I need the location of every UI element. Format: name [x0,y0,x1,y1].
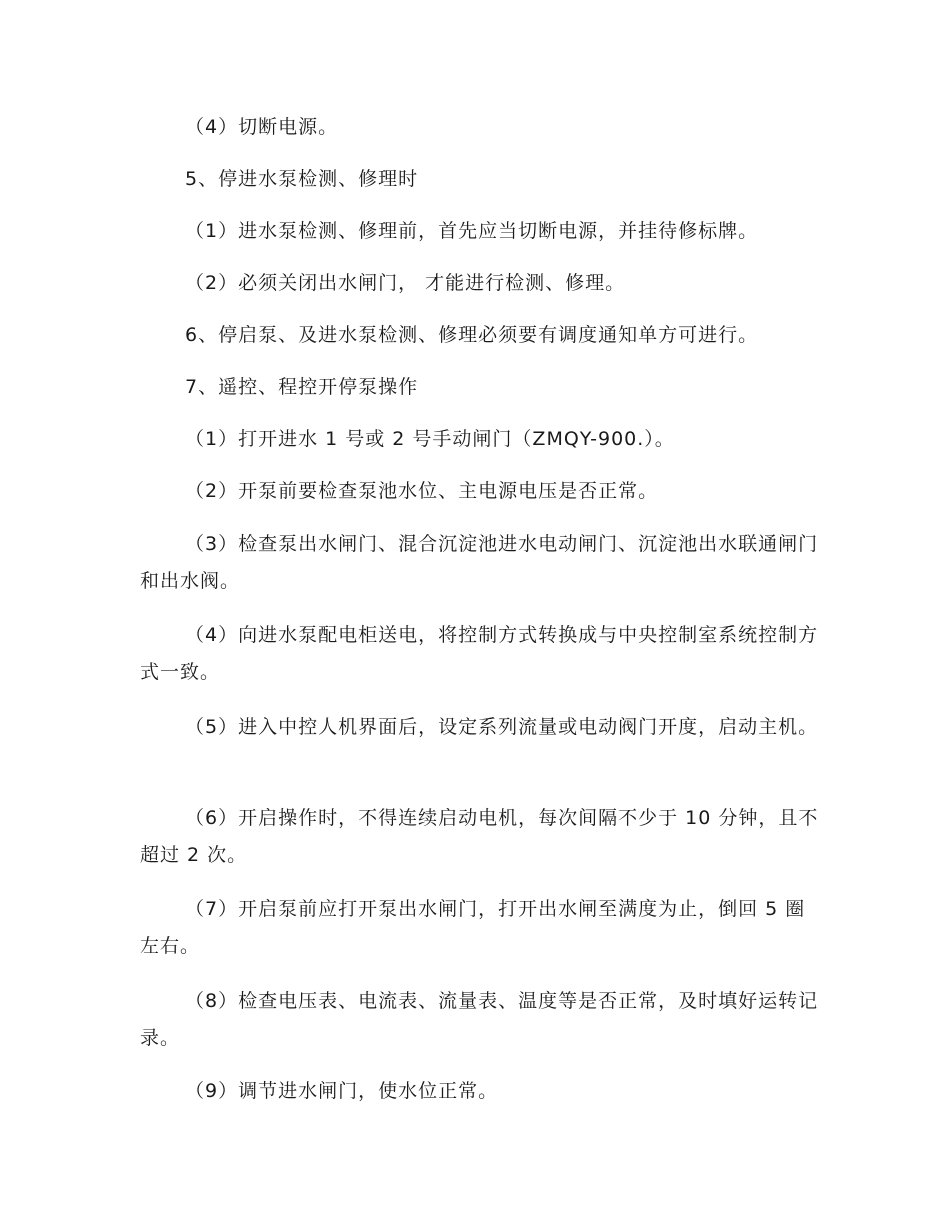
section-heading: 7、遥控、程控开停泵操作 [185,376,419,398]
paragraph: （2）必须关闭出水闸门， 才能进行检测、修理。 [185,272,626,294]
paragraph: （1）进水泵检测、修理前，首先应当切断电源，并挂待修标牌。 [185,220,759,242]
paragraph: （4）切断电源。 [185,116,339,138]
section-heading: 5、停进水泵检测、修理时 [185,168,419,190]
paragraph: （5）进入中控人机界面后，设定系列流量或电动阀门开度，启动主机。 [185,716,819,738]
paragraph: （9）调节进水闸门，使水位正常。 [185,1080,499,1102]
paragraph: （1）打开进水 1 号或 2 号手动闸门（ZMQY-900.）。 [185,428,675,450]
paragraph: （3）检查泵出水闸门、混合沉淀池进水电动闸门、沉淀池出水联通闸门和出水阀。 [140,533,819,592]
paragraph: （2）开泵前要检查泵池水位、主电源电压是否正常。 [185,480,659,502]
section-heading: 6、停启泵、及进水泵检测、修理必须要有调度通知单方可进行。 [185,324,759,346]
paragraph: （8）检查电压表、电流表、流量表、温度等是否正常，及时填好运转记录。 [140,990,819,1049]
paragraph: （6）开启操作时，不得连续启动电机，每次间隔不少于 10 分钟，且不超过 2 次。 [140,807,819,866]
paragraph: （7）开启泵前应打开泵出水闸门，打开出水闸至满度为止，倒回 5 圈左右。 [140,898,806,957]
paragraph: （4）向进水泵配电柜送电，将控制方式转换成与中央控制室系统控制方式一致。 [140,624,819,683]
